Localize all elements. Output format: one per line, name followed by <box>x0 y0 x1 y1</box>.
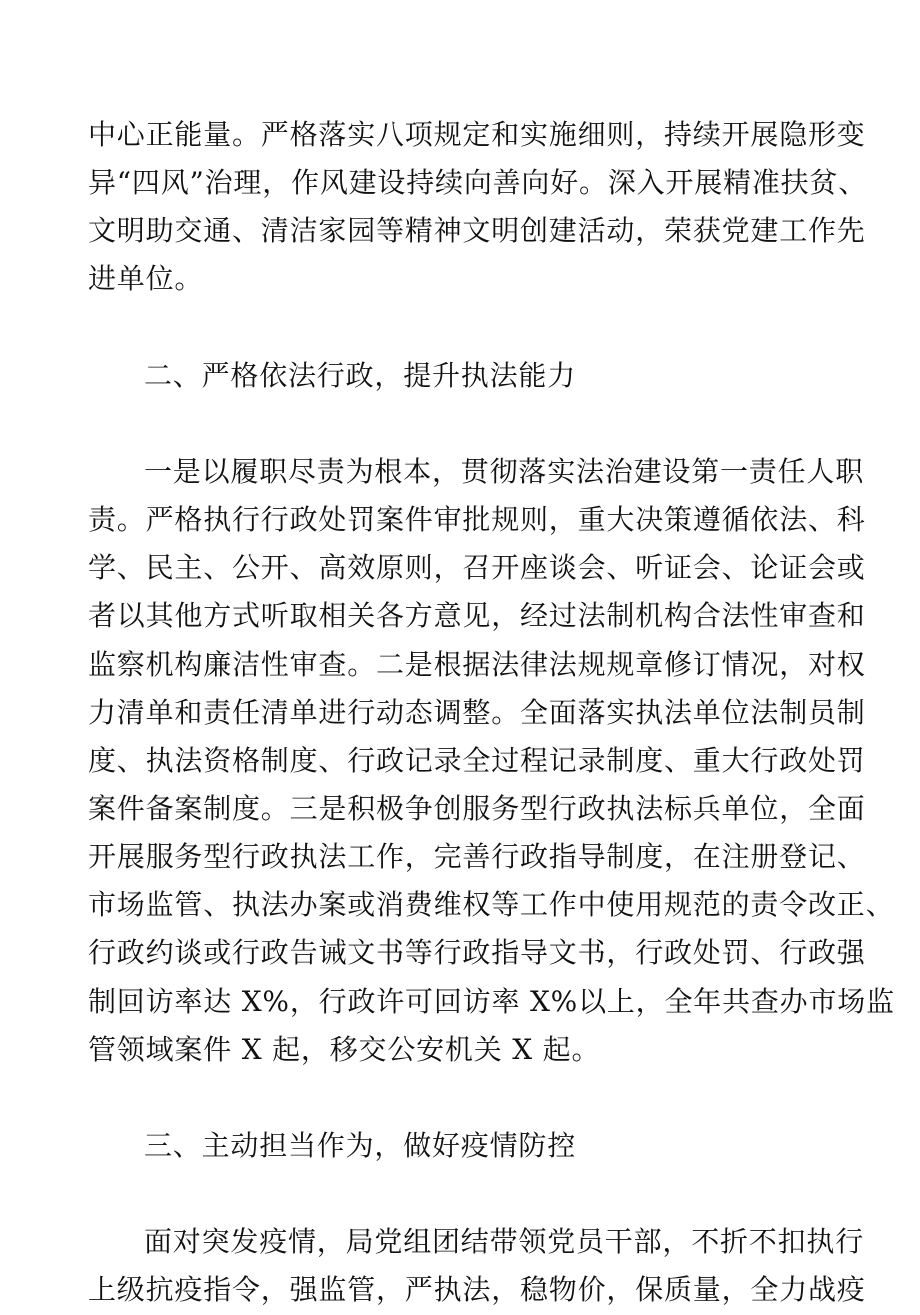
paragraph-law-enforcement <box>88 448 895 1074</box>
text-line: 进单位。 <box>88 262 204 296</box>
text-line: 度、执法资格制度、行政记录全过程记录制度、重大行政处罚 <box>88 743 866 777</box>
text-line: 面对突发疫情，局党组团结带领党员干部，不折不扣执行 <box>144 1225 865 1259</box>
text-line: 学、民主、公开、高效原则，召开座谈会、听证会、论证会或 <box>88 551 866 585</box>
paragraph-party-building <box>88 111 868 304</box>
text-line: 案件备案制度。三是积极争创服务型行政执法标兵单位，全面 <box>88 791 866 825</box>
text-line: 责。严格执行行政处罚案件审批规则，重大决策遵循依法、科 <box>88 503 866 537</box>
section-heading-law-enforcement: 二、严格依法行政，提升执法能力 <box>144 358 577 392</box>
paragraph-gap <box>88 304 848 352</box>
text-line: 市场监管、执法办案或消费维权等工作中使用规范的责令改正、 <box>88 888 895 922</box>
text-line: 制回访率达 X%，行政许可回访率 X%以上，全年共查办市场监 <box>88 984 895 1018</box>
text-line: 文明助交通、清洁家园等精神文明创建活动，荣获党建工作先 <box>88 214 866 248</box>
text-line: 开展服务型行政执法工作，完善行政指导制度，在注册登记、 <box>88 840 866 874</box>
text-line: 管领域案件 X 起，移交公安机关 X 起。 <box>88 1032 601 1066</box>
text-line: 中心正能量。严格落实八项规定和实施细则，持续开展隐形变 <box>88 118 866 151</box>
document-body <box>88 111 895 1315</box>
text-line: 异“四风”治理，作风建设持续向善向好。深入开展精准扶贫、 <box>88 166 868 200</box>
paragraph-epidemic-control <box>88 1218 866 1314</box>
text-line: 一是以履职尽责为根本，贯彻落实法治建设第一责任人职 <box>144 454 865 488</box>
text-line: 监察机构廉洁性审查。二是根据法律法规规章修订情况，对权 <box>88 647 866 681</box>
paragraph-gap <box>88 400 848 448</box>
text-line: 上级抗疫指令，强监管，严执法，稳物价，保质量，全力战疫 <box>88 1273 866 1307</box>
paragraph-gap <box>88 1074 848 1122</box>
text-line: 行政约谈或行政告诫文书等行政指导文书，行政处罚、行政强 <box>88 936 866 970</box>
section-heading-epidemic-control: 三、主动担当作为，做好疫情防控 <box>144 1128 577 1162</box>
paragraph-gap <box>88 1170 848 1218</box>
text-line: 力清单和责任清单进行动态调整。全面落实执法单位法制员制 <box>88 695 866 729</box>
text-line: 者以其他方式听取相关各方意见，经过法制机构合法性审查和 <box>88 599 866 633</box>
